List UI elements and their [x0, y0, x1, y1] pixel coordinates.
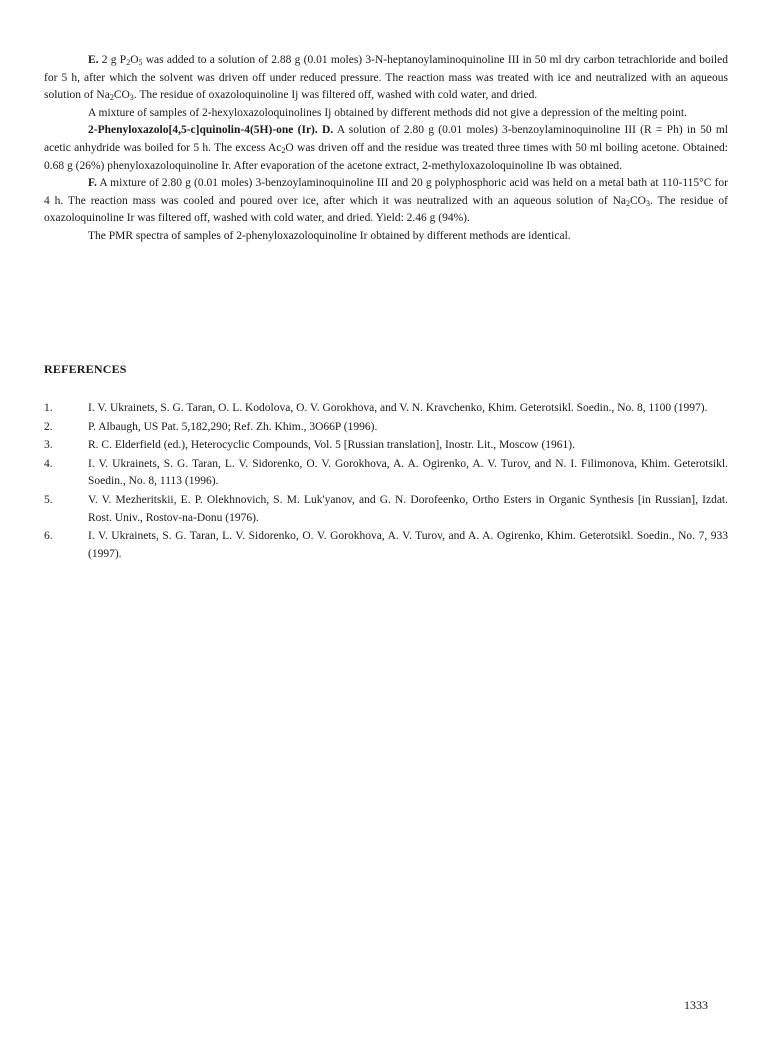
- references-heading: REFERENCES: [44, 362, 127, 376]
- paragraph-text: O: [130, 54, 139, 66]
- paragraph-text: A mixture of 2.80 g (0.01 moles) 3-benzoylaminoquinoline III and 20 g polyphosphoric acid was held on a metal bath at 110-115°C for 4 h. The reaction mass was cooled and poured over ice, after which it was neutralized with an aqueous solution of Na: [44, 177, 728, 207]
- paragraph-text: 2 g P: [98, 54, 127, 66]
- paragraph-text: O was driven off and the residue was treated three times with 50 ml boiling acetone. Obtained: 0.68 g (26%) phenyloxazoloquinoline Ir. After evaporation of the acetone extract, 2-methyloxazoloquinoline Ib was obtained.: [44, 141, 729, 172]
- body-text: [44, 52, 728, 246]
- reference-number: 4.: [44, 457, 53, 470]
- reference-number: 5.: [44, 493, 53, 506]
- subscript: 5: [138, 58, 143, 67]
- paragraph-lead: E.: [88, 54, 99, 66]
- paragraph: [44, 122, 728, 175]
- subscript: 3: [129, 93, 134, 103]
- paragraph: [44, 175, 728, 228]
- reference-text: I. V. Ukrainets, S. G. Taran, L. V. Sidorenko, O. V. Gorokhova, A. A. Ogirenko, A. V. Turov, and N. I. Filimonova, Khim. Geterotsikl. Soedin., No. 8, 1113 (1996).: [88, 457, 728, 488]
- paragraph-lead: 2-Phenyloxazolo[4,5-c]quinolin-4(5H)-one (Ir). D.: [88, 124, 334, 137]
- reference-number: 2.: [44, 420, 53, 433]
- page-number: 1333: [684, 998, 708, 1012]
- reference-item: [44, 528, 728, 563]
- paragraph: [44, 52, 728, 105]
- paragraph-text: CO: [113, 89, 130, 102]
- reference-item: [44, 400, 728, 418]
- reference-number: 1.: [44, 402, 53, 414]
- paragraph-text: . The residue of oxazoloquinoline Ij was filtered off, washed with cold water, and dried.: [133, 89, 538, 102]
- reference-number: 6.: [44, 530, 53, 543]
- paragraph-text: A mixture of samples of 2-hexyloxazoloquinolines Ij obtained by different methods did not give a depression of the melting point.: [88, 106, 687, 119]
- reference-text: I. V. Ukrainets, S. G. Taran, L. V. Sidorenko, O. V. Gorokhova, A. V. Turov, and A. A. Ogirenko, Khim. Geterotsikl. Soedin., No. 7, 933 (1997).: [88, 530, 728, 560]
- paragraph: [44, 105, 728, 123]
- reference-item: [44, 437, 728, 455]
- subscript: 3: [646, 198, 650, 208]
- reference-text: I. V. Ukrainets, S. G. Taran, O. L. Kodolova, O. V. Gorokhova, and V. N. Kravchenko, Khim. Geterotsikl. Soedin., No. 8, 1100 (1997).: [88, 402, 708, 414]
- paragraph-text: . The residue of oxazoloquinoline Ir was filtered off, washed with cold water, and dried. Yield: 2.46 g (94%).: [44, 194, 728, 225]
- reference-text: V. V. Mezheritskii, E. P. Olekhnovich, S. M. Luk'yanov, and G. N. Dorofeenko, Ortho Esters in Organic Synthesis [in Russian], Izdat. Rost. Univ., Rostov-na-Donu (1976).: [88, 493, 728, 524]
- reference-item: [44, 492, 728, 527]
- subscript: 2: [126, 58, 131, 67]
- paragraph: [44, 228, 728, 246]
- reference-item: [44, 419, 728, 437]
- subscript: 2: [626, 198, 631, 208]
- reference-item: [44, 456, 728, 491]
- reference-number: 3.: [44, 439, 53, 452]
- references-list: [44, 400, 728, 564]
- paragraph-text: CO: [630, 194, 646, 207]
- reference-text: P. Albaugh, US Pat. 5,182,290; Ref. Zh. Khim., 3O66P (1996).: [88, 420, 378, 433]
- subscript: 2: [109, 93, 114, 103]
- paragraph-lead: F.: [88, 177, 97, 190]
- paragraph-text: The PMR spectra of samples of 2-phenyloxazoloquinoline Ir obtained by different methods are identical.: [88, 229, 571, 242]
- reference-text: R. C. Elderfield (ed.), Heterocyclic Compounds, Vol. 5 [Russian translation], Inostr. Lit., Moscow (1961).: [88, 439, 575, 452]
- subscript: 2: [281, 145, 286, 155]
- paragraph-text: was added to a solution of 2.88 g (0.01 moles) 3-N-heptanoylaminoquinoline III in 50 ml dry carbon tetrachloride and boiled for 5 h, after which the solvent was driven off under reduced pressure. The reaction mass was treated with ice and neutralized with an aqueous solution of Na: [44, 54, 728, 102]
- paragraph-text: A solution of 2.80 g (0.01 moles) 3-benzoylaminoquinoline III (R = Ph) in 50 ml acetic anhydride was boiled for 5 h. The excess Ac: [44, 124, 728, 154]
